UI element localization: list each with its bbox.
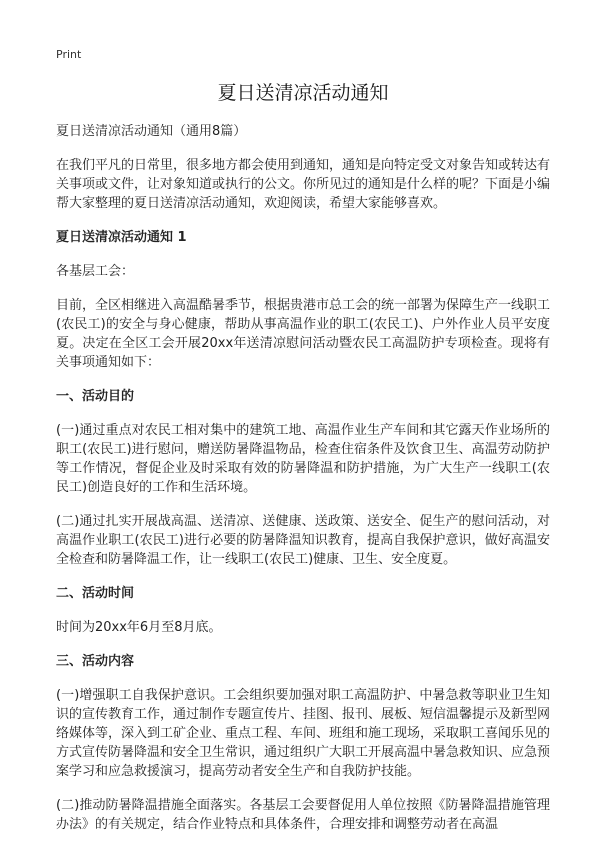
heading-time: 二、活动时间 <box>56 586 135 601</box>
greeting: 各基层工会： <box>56 264 135 279</box>
notice-paragraph: 目前，全区相继进入高温酷暑季节，根据贵港市总工会的统一部署为保障生产一线职工(农民工)的安全与身心健康，帮助从事高温作业的职工(农民工)、户外作业人员平安度夏。决定在全区工会开展20xx年送清凉慰问活动暨农民工高温防护专项检查。现将有关事项通知如下： <box>56 298 551 370</box>
print-link[interactable]: Print <box>56 48 82 61</box>
heading-content: 三、活动内容 <box>56 654 135 669</box>
purpose-paragraph-2: (二)通过扎实开展战高温、送清凉、送健康、送政策、送安全、促生产的慰问活动，对高温作业职工(农民工)进行必要的防暑降温知识教育，提高自我保护意识，做好高温安全检查和防暑降温工作，让一线职工(农民工)健康、卫生、安全度夏。 <box>56 514 550 567</box>
intro-paragraph: 在我们平凡的日常里，很多地方都会使用到通知，通知是向特定受文对象告知或转达有关事项或文件，让对象知道或执行的公文。你所见过的通知是什么样的呢？下面是小编帮大家整理的夏日送清凉活动通知，欢迎阅读，希望大家能够喜欢。 <box>56 158 551 211</box>
content-paragraph-1: (一)增强职工自我保护意识。工会组织要加强对职工高温防护、中暑急救等职业卫生知识的宣传教育工作，通过制作专题宣传片、挂图、报刊、展板、短信温馨提示及新型网络媒体等，深入到工矿企业、重点工程、车间、班组和施工现场，采取职工喜闻乐见的方式宣传防暑降温和安全卫生常识，通过组织广大职工开展高温中暑急救知识、应急预案学习和应急救援演习，提高劳动者安全生产和自我防护技能。 <box>56 688 551 779</box>
content-paragraph-2: (二)推动防暑降温措施全面落实。各基层工会要督促用人单位按照《防暑降温措施管理办法》的有关规定，结合作业特点和具体条件，合理安排和调整劳动者在高温 <box>56 798 550 832</box>
section-heading-1: 夏日送清凉活动通知 1 <box>56 230 187 245</box>
heading-purpose: 一、活动目的 <box>56 389 135 404</box>
time-paragraph: 时间为20xx年6月至8月底。 <box>56 620 222 635</box>
document-subtitle: 夏日送清凉活动通知（通用8篇） <box>56 124 247 139</box>
page-title: 夏日送清凉活动通知 <box>217 82 389 104</box>
purpose-paragraph-1: (一)通过重点对农民工相对集中的建筑工地、高温作业生产车间和其它露天作业场所的职工(农民工)进行慰问，赠送防暑降温物品，检查住宿条件及饮食卫生、高温劳动防护等工作情况，督促企业及时采取有效的防暑降温和防护措施，为广大生产一线职工(农民工)创造良好的工作和生活环境。 <box>56 423 550 495</box>
document-body <box>56 80 550 849</box>
